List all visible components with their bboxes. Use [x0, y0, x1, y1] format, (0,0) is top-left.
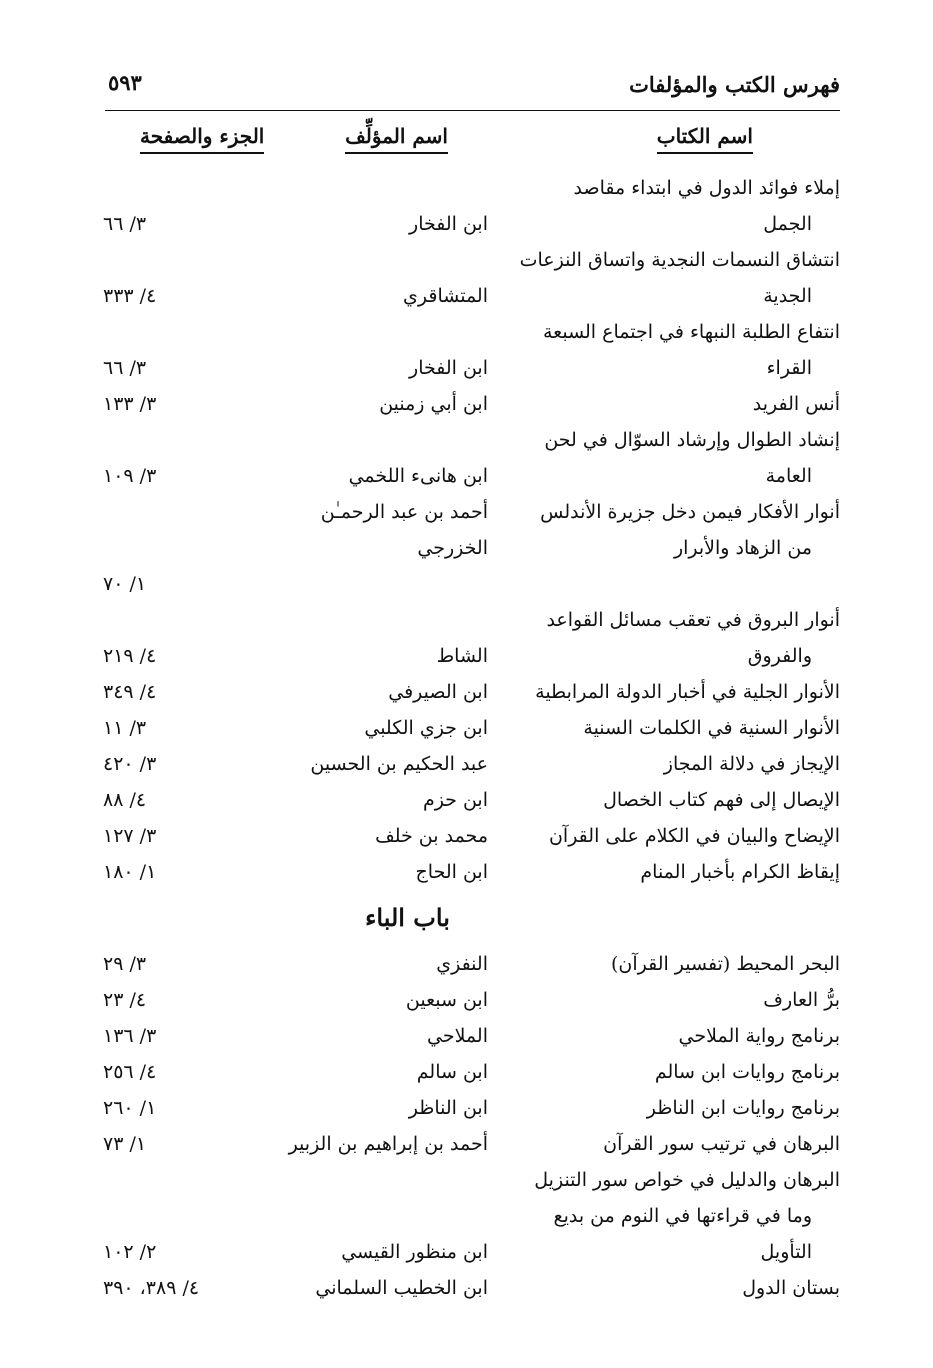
table-row	[95, 854, 840, 890]
running-title: فهرس الكتب والمؤلفات	[629, 72, 840, 97]
volume-page-ref: ١/ ٢٦٠	[103, 1097, 157, 1119]
table-row	[95, 242, 840, 314]
author-name: ابن هانىء اللخمي	[348, 465, 488, 487]
volume-page-ref: ٤/ ٣٣٣	[103, 285, 157, 307]
book-title: بستان الدول	[742, 1277, 840, 1299]
volume-page-ref: ١/ ٧٠	[103, 573, 147, 595]
book-title: أنوار الأفكار فيمن دخل جزيرة الأندلس	[540, 501, 840, 523]
table-row	[95, 782, 840, 818]
book-title: أنس الفريد	[752, 393, 840, 415]
author-name: أحمد بن عبد الرحمـٰن	[320, 501, 488, 523]
book-title: الجدية	[763, 285, 812, 307]
table-row	[95, 746, 840, 782]
volume-page-ref: ٢/ ١٠٢	[103, 1241, 157, 1263]
volume-page-ref: ٤/ ٨٨	[103, 789, 147, 811]
book-title: والفروق	[747, 645, 812, 667]
author-name: ابن الفخار	[409, 213, 488, 235]
table-row	[95, 946, 840, 982]
volume-page-ref: ٣/ ١٢٧	[103, 825, 157, 847]
index-table	[95, 170, 840, 1306]
book-title: برُّ العارف	[763, 989, 840, 1011]
book-title: برنامج روايات ابن سالم	[654, 1061, 840, 1083]
volume-page-ref: ٤/ ٢١٩	[103, 645, 157, 667]
section-heading: باب الباء	[365, 903, 450, 932]
book-title: وما في قراءتها في النوم من بديع	[553, 1205, 812, 1227]
table-row	[95, 602, 840, 674]
header-rule	[105, 110, 840, 111]
book-title	[510, 566, 812, 602]
book-title: البرهان في ترتيب سور القرآن	[603, 1133, 840, 1155]
table-row	[95, 494, 840, 602]
volume-page-ref: ٣/ ١٣٦	[103, 1025, 157, 1047]
author-name: ابن سالم	[416, 1061, 488, 1083]
author-name: محمد بن خلف	[375, 825, 488, 847]
volume-page-ref: ٤/ ٣٨٩، ٣٩٠	[103, 1277, 200, 1299]
book-title: أنوار البروق في تعقب مسائل القواعد	[546, 609, 840, 631]
volume-page-ref: ٣/ ٦٦	[103, 357, 147, 379]
table-row	[95, 170, 840, 242]
book-title: القراء	[766, 357, 812, 379]
author-name: عبد الحكيم بن الحسين	[310, 753, 488, 775]
table-row	[95, 674, 840, 710]
book-title: التأويل	[760, 1241, 812, 1263]
volume-page-ref: ٣/ ١٣٣	[103, 393, 157, 415]
author-name: ابن الخطيب السلماني	[315, 1277, 488, 1299]
volume-page-ref: ١/ ١٨٠	[103, 861, 157, 883]
author-name: ابن الفخار	[409, 357, 488, 379]
volume-page-ref: ٣/ ١١	[103, 717, 147, 739]
book-title: العامة	[765, 465, 812, 487]
book-title: الأنوار السنية في الكلمات السنية	[583, 717, 840, 739]
author-name: ابن حزم	[422, 789, 488, 811]
book-title: برنامج روايات ابن الناظر	[646, 1097, 840, 1119]
volume-page-ref: ٤/ ٣٤٩	[103, 681, 157, 703]
table-row	[95, 1018, 840, 1054]
book-title: إنشاد الطوال وإرشاد السوّال في لحن	[544, 429, 840, 451]
book-title: البحر المحيط (تفسير القرآن)	[610, 953, 840, 975]
book-title: الجمل	[763, 213, 812, 235]
book-title: من الزهاد والأبرار	[673, 537, 812, 559]
table-row	[95, 1270, 840, 1306]
author-name: ابن أبي زمنين	[379, 393, 488, 415]
book-title: انتشاق النسمات النجدية واتساق النزعات	[519, 249, 840, 271]
book-title: انتفاع الطلبة النبهاء في اجتماع السبعة	[542, 321, 840, 343]
author-name: ابن منظور القيسي	[341, 1241, 488, 1263]
volume-page-ref: ٤/ ٢٣	[103, 989, 147, 1011]
book-title: الأنوار الجلية في أخبار الدولة المرابطية	[535, 681, 840, 703]
book-title: البرهان والدليل في خواص سور التنزيل	[534, 1169, 840, 1191]
table-row	[95, 1162, 840, 1270]
author-name: المتشاقري	[403, 285, 488, 307]
author-name: ابن الحاج	[415, 861, 488, 883]
book-title: إيقاظ الكرام بأخبار المنام	[640, 861, 840, 883]
author-name: ابن الناظر	[408, 1097, 488, 1119]
book-title: إملاء فوائد الدول في ابتداء مقاصد	[573, 177, 840, 199]
author-name: الخزرجي	[417, 537, 488, 559]
volume-page-ref: ١/ ٧٣	[103, 1133, 147, 1155]
table-row	[95, 386, 840, 422]
author-name: ابن جزي الكلبي	[364, 717, 488, 739]
table-row	[95, 314, 840, 386]
volume-page-ref: ٤/ ٢٥٦	[103, 1061, 157, 1083]
volume-page-ref: ٣/ ٤٢٠	[103, 753, 157, 775]
author-name: النفزي	[436, 953, 488, 975]
column-header-author: اسم المؤلِّف	[345, 124, 448, 154]
volume-page-ref: ٣/ ١٠٩	[103, 465, 157, 487]
author-name: ابن سبعين	[405, 989, 488, 1011]
volume-page-ref: ٣/ ٦٦	[103, 213, 147, 235]
author-name: ابن الصيرفي	[388, 681, 488, 703]
table-row	[95, 1054, 840, 1090]
author-name: الملاحي	[427, 1025, 488, 1047]
volume-page-ref: ٣/ ٢٩	[103, 953, 147, 975]
book-title: الإيجاز في دلالة المجاز	[663, 753, 840, 775]
table-row	[95, 1126, 840, 1162]
table-row	[95, 982, 840, 1018]
book-title: برنامج رواية الملاحي	[678, 1025, 840, 1047]
table-row	[95, 422, 840, 494]
table-row	[95, 818, 840, 854]
author-name: أحمد بن إبراهيم بن الزبير	[288, 1133, 488, 1155]
page-number: ٥٩٣	[108, 70, 142, 95]
column-header-ref: الجزء والصفحة	[140, 124, 264, 154]
column-header-title: اسم الكتاب	[657, 124, 753, 154]
table-row	[95, 1090, 840, 1126]
author-name: الشاط	[436, 645, 488, 667]
book-title: الإيصال إلى فهم كتاب الخصال	[603, 789, 840, 811]
table-row	[95, 710, 840, 746]
book-title: الإيضاح والبيان في الكلام على القرآن	[548, 825, 840, 847]
